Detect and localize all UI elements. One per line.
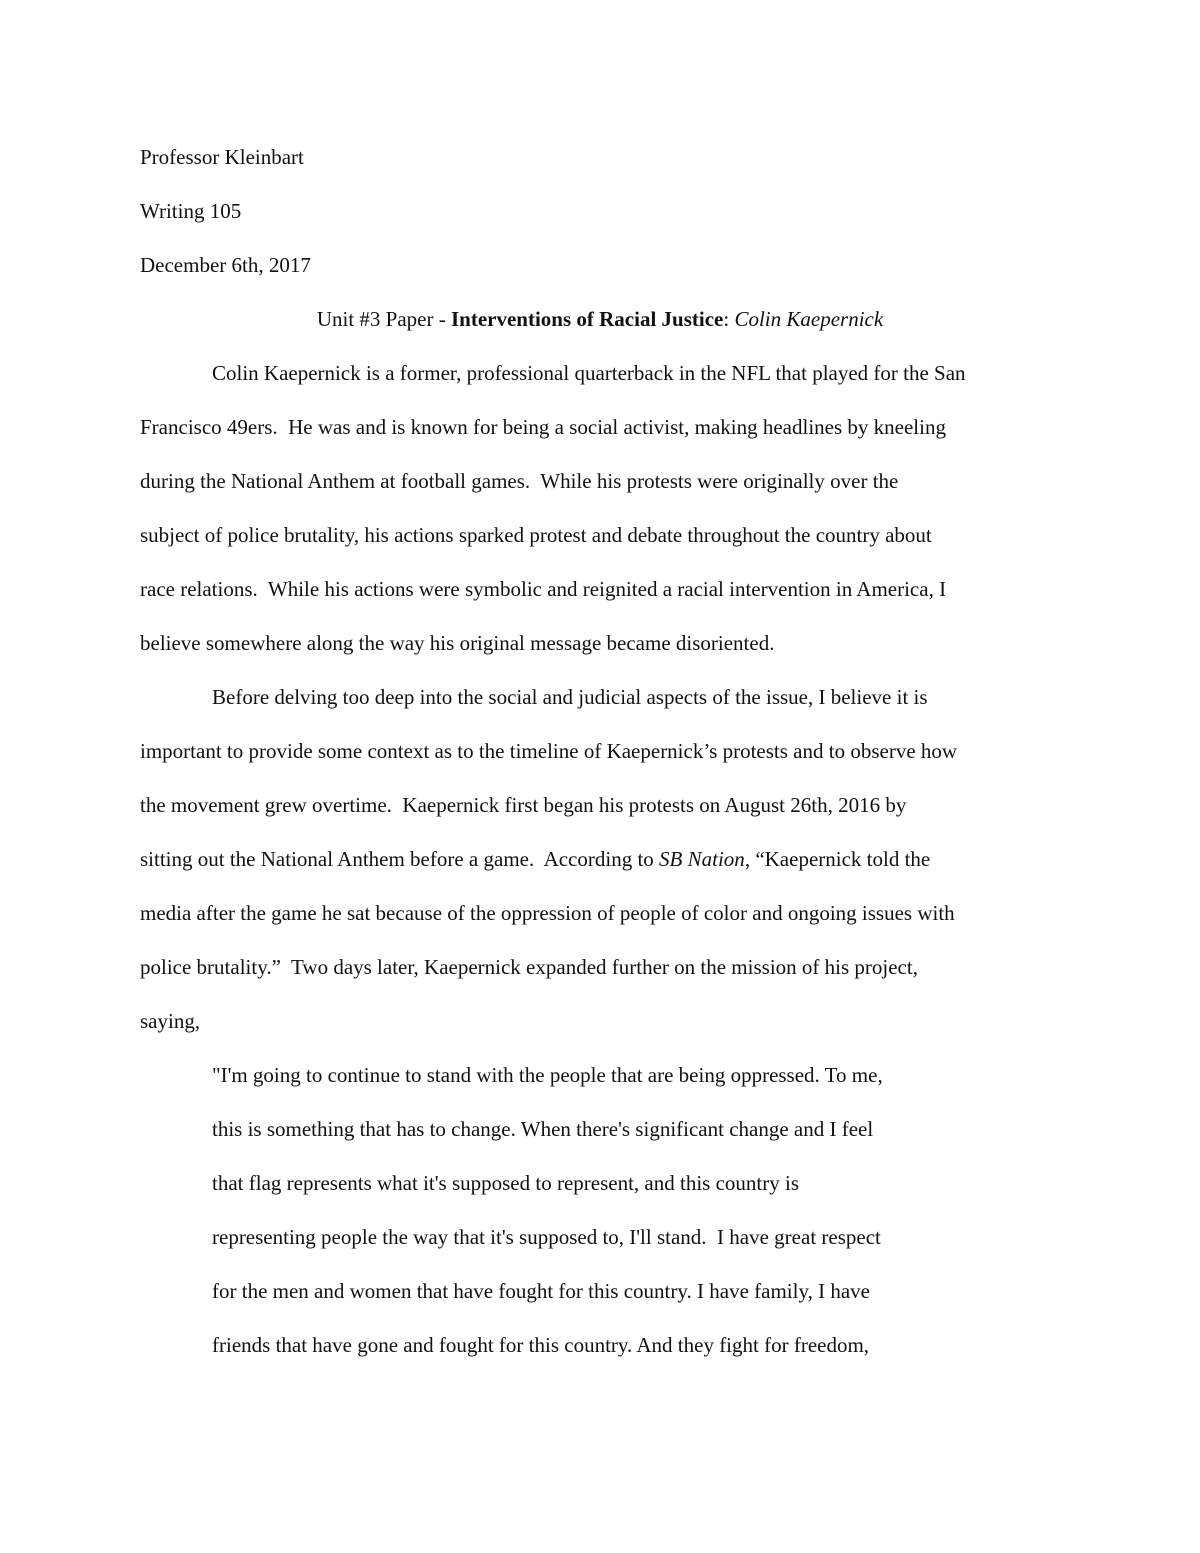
quote-line: for the men and women that have fought for this country. I have family, I have — [212, 1279, 870, 1303]
quote-line: "I'm going to continue to stand with the people that are being oppressed. To me, — [212, 1063, 883, 1087]
quote-line: this is something that has to change. When there's significant change and I feel — [212, 1117, 874, 1141]
paper-title — [0, 305, 1200, 333]
header-date: December 6th, 2017 — [140, 253, 311, 277]
p2-line: police brutality.” Two days later, Kaepernick expanded further on the mission of his project, — [140, 955, 918, 979]
title-bold: Interventions of Racial Justice — [450, 307, 724, 331]
quote-line: that flag represents what it's supposed to represent, and this country is — [212, 1171, 799, 1195]
title-prefix: Unit #3 Paper - — [316, 307, 451, 331]
quote-line: friends that have gone and fought for this country. And they fight for freedom, — [212, 1333, 870, 1357]
header-professor: Professor Kleinbart — [140, 145, 304, 169]
header-course: Writing 105 — [140, 199, 242, 223]
p2-line4-before: sitting out the National Anthem before a game. According to — [140, 847, 660, 871]
p2-line: media after the game he sat because of the oppression of people of color and ongoing issues with — [140, 901, 955, 925]
p1-line: Francisco 49ers. He was and is known for being a social activist, making headlines by kneeling — [140, 415, 946, 439]
p1-line: during the National Anthem at football games. While his protests were originally over the — [140, 469, 899, 493]
source-name: SB Nation — [659, 847, 745, 871]
p1-line: subject of police brutality, his actions sparked protest and debate throughout the country about — [140, 523, 932, 547]
p1-line: believe somewhere along the way his original message became disoriented. — [140, 631, 775, 655]
p1-line: race relations. While his actions were symbolic and reignited a racial intervention in America, I — [140, 577, 947, 601]
p2-line: saying, — [140, 1009, 201, 1033]
p2-line: Before delving too deep into the social and judicial aspects of the issue, I believe it is — [212, 685, 928, 709]
title-italic: Colin Kaepernick — [734, 307, 884, 331]
p1-line: Colin Kaepernick is a former, professional quarterback in the NFL that played for the San — [212, 361, 966, 385]
quote-line: representing people the way that it's supposed to, I'll stand. I have great respect — [212, 1225, 881, 1249]
title-separator: : — [723, 307, 735, 331]
p2-line-citation — [140, 845, 930, 873]
p2-line: the movement grew overtime. Kaepernick first began his protests on August 26th, 2016 by — [140, 793, 907, 817]
p2-line4-after: , “Kaepernick told the — [744, 847, 931, 871]
p2-line: important to provide some context as to the timeline of Kaepernick’s protests and to observe how — [140, 739, 958, 763]
